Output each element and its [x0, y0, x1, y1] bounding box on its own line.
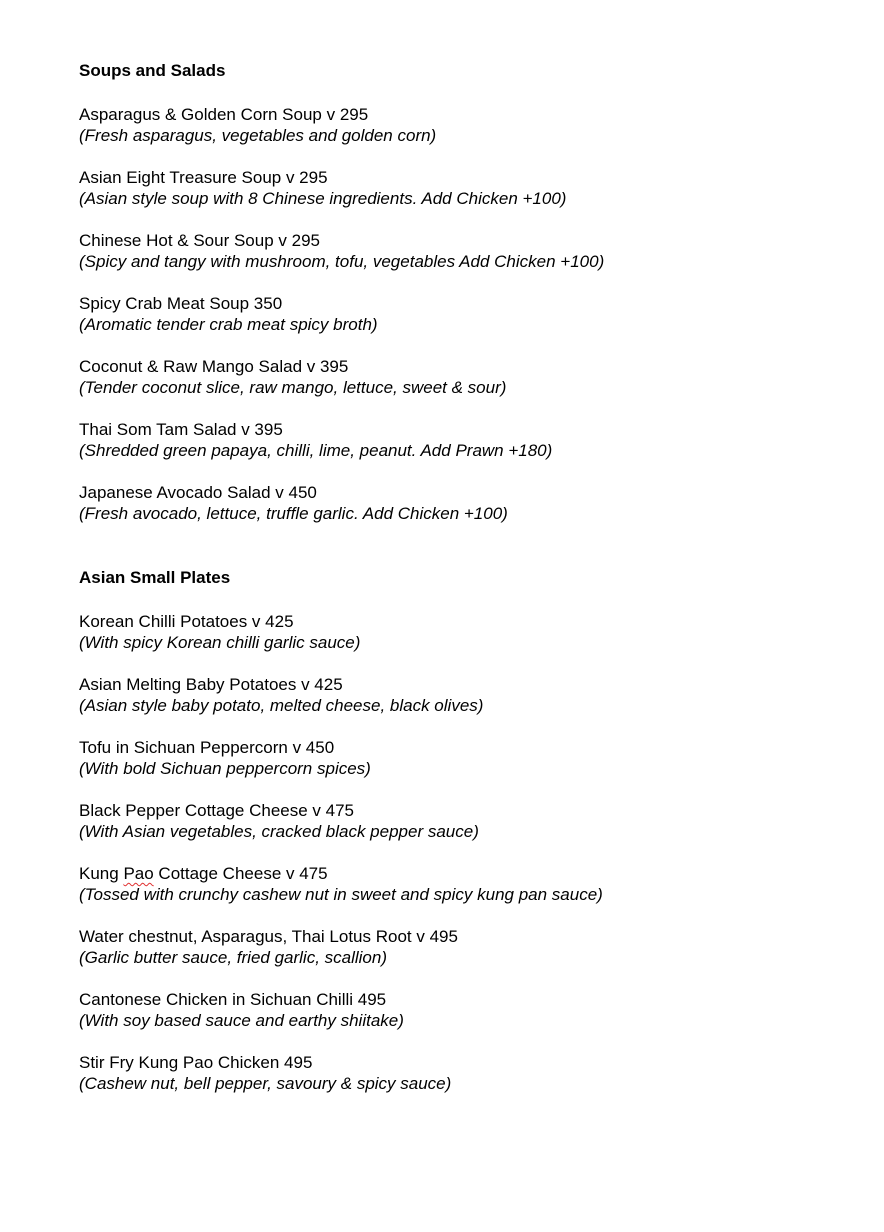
menu-item [79, 293, 604, 335]
menu-item [79, 611, 604, 653]
item-name: Chinese Hot & Sour Soup v 295 [79, 231, 320, 250]
menu-item [79, 482, 604, 524]
menu-page [79, 60, 604, 1137]
item-description: (Shredded green papaya, chilli, lime, peanut. Add Prawn +180) [79, 441, 553, 460]
menu-item [79, 800, 604, 842]
item-description: (Spicy and tangy with mushroom, tofu, vegetables Add Chicken +100) [79, 252, 605, 271]
menu-item [79, 230, 604, 272]
item-name [79, 863, 604, 884]
item-name: Thai Som Tam Salad v 395 [79, 420, 283, 439]
item-name-part: Kung [79, 864, 124, 883]
menu-item [79, 104, 604, 146]
menu-item [79, 737, 604, 779]
item-name: Asian Melting Baby Potatoes v 425 [79, 675, 343, 694]
item-description: (Aromatic tender crab meat spicy broth) [79, 315, 378, 334]
item-description: (Asian style baby potato, melted cheese, black olives) [79, 696, 484, 715]
section-heading: Asian Small Plates [79, 568, 231, 587]
menu-section [79, 567, 604, 1094]
menu-section [79, 60, 604, 524]
menu-item [79, 1052, 604, 1094]
item-description: (With soy based sauce and earthy shiitake) [79, 1011, 404, 1030]
menu-item [79, 674, 604, 716]
item-name: Cantonese Chicken in Sichuan Chilli 495 [79, 990, 387, 1009]
menu-item [79, 989, 604, 1031]
spellcheck-word: Pao [123, 864, 154, 883]
item-description: (With Asian vegetables, cracked black pepper sauce) [79, 822, 479, 841]
item-description: (Fresh asparagus, vegetables and golden corn) [79, 126, 437, 145]
item-name: Japanese Avocado Salad v 450 [79, 483, 317, 502]
item-name: Black Pepper Cottage Cheese v 475 [79, 801, 355, 820]
item-description: (Cashew nut, bell pepper, savoury & spicy sauce) [79, 1074, 452, 1093]
item-name: Coconut & Raw Mango Salad v 395 [79, 357, 349, 376]
item-name-part: Cottage Cheese v 475 [153, 864, 328, 883]
item-name: Spicy Crab Meat Soup 350 [79, 294, 283, 313]
item-description: (Tender coconut slice, raw mango, lettuce, sweet & sour) [79, 378, 507, 397]
item-description: (With spicy Korean chilli garlic sauce) [79, 633, 361, 652]
item-name: Stir Fry Kung Pao Chicken 495 [79, 1053, 313, 1072]
menu-item [79, 167, 604, 209]
item-name: Water chestnut, Asparagus, Thai Lotus Root v 495 [79, 927, 458, 946]
item-description: (Fresh avocado, lettuce, truffle garlic. Add Chicken +100) [79, 504, 508, 523]
menu-item [79, 863, 604, 905]
menu-item [79, 926, 604, 968]
item-name: Asparagus & Golden Corn Soup v 295 [79, 105, 369, 124]
item-description: (Tossed with crunchy cashew nut in sweet and spicy kung pan sauce) [79, 885, 603, 904]
menu-item [79, 419, 604, 461]
section-heading: Soups and Salads [79, 61, 226, 80]
item-description: (Asian style soup with 8 Chinese ingredients. Add Chicken +100) [79, 189, 567, 208]
menu-item [79, 356, 604, 398]
item-description: (Garlic butter sauce, fried garlic, scallion) [79, 948, 388, 967]
item-description: (With bold Sichuan peppercorn spices) [79, 759, 371, 778]
item-name: Korean Chilli Potatoes v 425 [79, 612, 294, 631]
item-name: Tofu in Sichuan Peppercorn v 450 [79, 738, 335, 757]
item-name: Asian Eight Treasure Soup v 295 [79, 168, 328, 187]
